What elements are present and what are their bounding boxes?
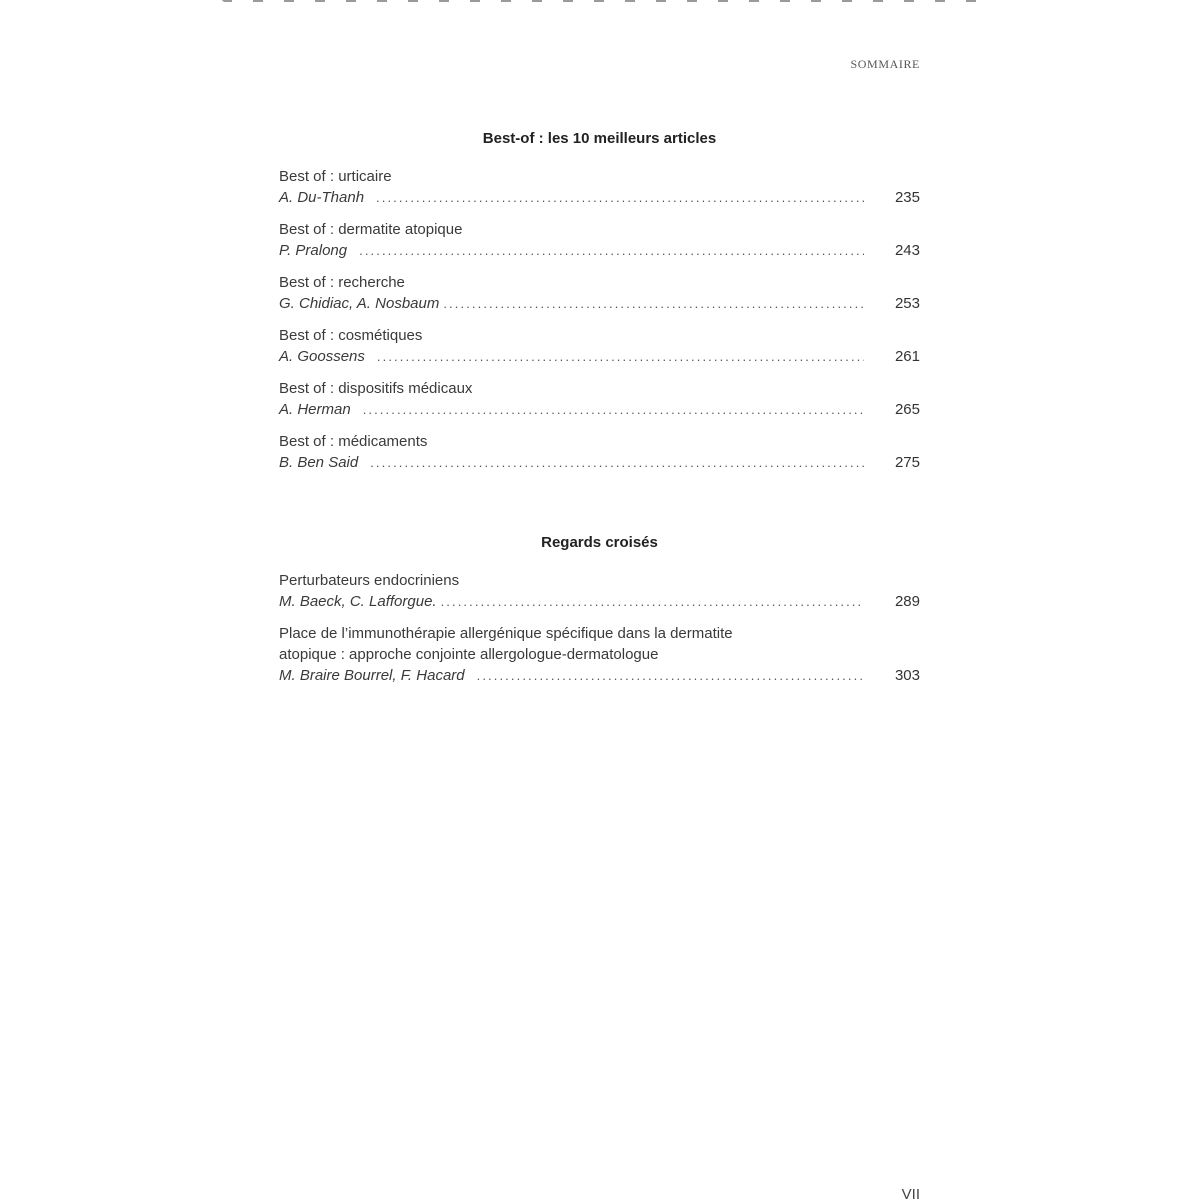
entry-authors: M. Baeck, C. Lafforgue.: [279, 593, 437, 610]
entry-title: Perturbateurs endocriniens: [279, 572, 460, 589]
dot-leader: [376, 187, 864, 208]
page-edge-decoration: [222, 0, 992, 2]
entry-authors: B. Ben Said: [279, 454, 359, 471]
entry-authors: G. Chidiac, A. Nosbaum: [279, 295, 440, 312]
entry-page-number: 265: [894, 401, 920, 418]
entry-page-number: 261: [894, 348, 920, 365]
entry-line: [279, 240, 920, 261]
entry-page-number: 235: [894, 189, 920, 206]
entry-line: [279, 452, 920, 473]
entry-title: Best of : recherche: [279, 274, 405, 291]
section-title-best-of: Best-of : les 10 meilleurs articles: [482, 130, 717, 147]
entry-title: Best of : dispositifs médicaux: [279, 380, 473, 397]
toc-entry[interactable]: [279, 378, 920, 420]
entry-title: Best of : cosmétiques: [279, 327, 423, 344]
entry-page-number: 243: [894, 242, 920, 259]
dot-leader: [477, 665, 864, 686]
toc-entry[interactable]: [279, 325, 920, 367]
dot-leader: [370, 452, 864, 473]
entry-title: Best of : urticaire: [279, 168, 392, 185]
entry-title: Best of : dermatite atopique: [279, 221, 463, 238]
entry-line: [279, 399, 920, 420]
dot-leader: [377, 346, 864, 367]
toc-entry[interactable]: [279, 431, 920, 473]
entry-authors: A. Goossens: [279, 348, 365, 365]
running-head: SOMMAIRE: [850, 57, 920, 71]
entry-line: [279, 591, 920, 612]
dot-leader: [363, 399, 864, 420]
page-folio: VII: [901, 1186, 920, 1203]
entry-authors: A. Herman: [279, 401, 351, 418]
dot-leader: [441, 591, 864, 612]
section-title-regards-croises: Regards croisés: [541, 534, 658, 551]
entry-line: [279, 665, 920, 686]
entry-line: [279, 346, 920, 367]
dot-leader: [443, 293, 864, 314]
entry-page-number: 275: [894, 454, 920, 471]
entry-line: [279, 187, 920, 208]
toc-entry[interactable]: [279, 219, 920, 261]
dot-leader: [359, 240, 864, 261]
toc-entry[interactable]: [279, 166, 920, 208]
entry-title: Best of : médicaments: [279, 433, 428, 450]
entry-page-number: 289: [894, 593, 920, 610]
entry-title-line-2: atopique : approche conjointe allergologue-dermatologue: [279, 646, 659, 663]
entry-line: [279, 293, 920, 314]
toc-entry[interactable]: [279, 623, 920, 686]
entry-authors: P. Pralong: [279, 242, 348, 259]
entry-page-number: 253: [894, 295, 920, 312]
toc-entry[interactable]: [279, 272, 920, 314]
entry-title-line-1: Place de l’immunothérapie allergénique spécifique dans la dermatite: [279, 625, 733, 642]
entry-page-number: 303: [894, 667, 920, 684]
toc-entry[interactable]: [279, 570, 920, 612]
entry-authors: M. Braire Bourrel, F. Hacard: [279, 667, 465, 684]
entry-authors: A. Du-Thanh: [279, 189, 365, 206]
